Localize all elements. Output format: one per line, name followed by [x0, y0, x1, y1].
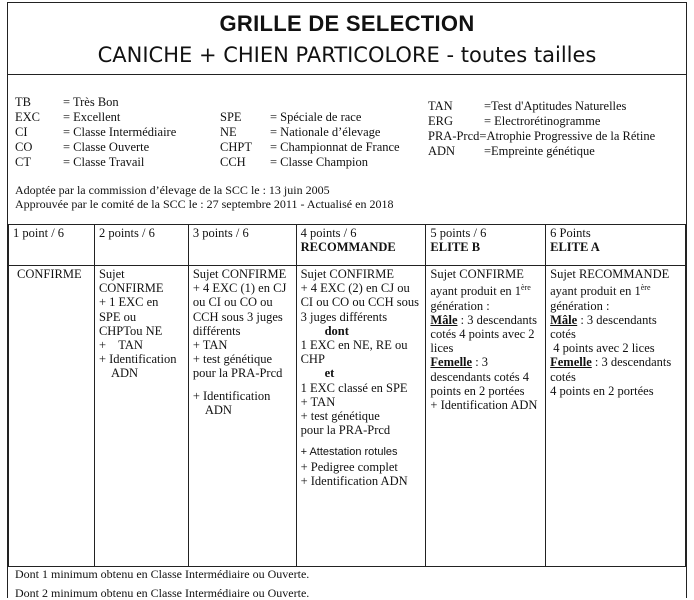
abbr-key: CT	[15, 155, 31, 169]
criteria-text: Mâle : 3 descendants	[550, 312, 657, 327]
criteria-text: lices	[430, 341, 454, 356]
criteria-cell-4	[296, 266, 426, 567]
criteria-text: + test génétique	[300, 409, 380, 424]
criteria-text: différents	[192, 323, 241, 338]
criteria-text: ou CI ou CO ou	[192, 295, 273, 310]
criteria-cell-1	[9, 266, 95, 567]
abbr-key: CCH	[220, 155, 246, 169]
criteria-text: + 4 EXC (1) en CJ	[192, 281, 287, 296]
selection-grid	[8, 224, 686, 567]
grid-header-row	[9, 225, 686, 266]
criteria-text: + 1 EXC en	[98, 295, 159, 310]
footnote-2: Dont 2 minimum obtenu en Classe Intermédiaire ou Ouverte.	[15, 586, 310, 600]
criteria-cell-5	[426, 266, 546, 567]
page-subtitle: CANICHE + CHIEN PARTICOLORE - toutes tailles	[97, 43, 597, 67]
points-label: 1 point / 6	[13, 226, 65, 240]
abbr-def: = Classe Champion	[270, 155, 369, 169]
page-title: GRILLE DE SELECTION	[219, 11, 475, 36]
criteria-text: + Identification	[192, 388, 271, 403]
points-label: 6 Points	[550, 226, 591, 240]
criteria-text: CONFIRME	[98, 281, 164, 296]
points-label: 3 points / 6	[192, 226, 249, 240]
criteria-text: cotés	[550, 326, 576, 341]
criteria-text: CONFIRME	[17, 267, 82, 281]
abbr-def: = Classe Ouverte	[63, 140, 150, 154]
abbr-def: = Spéciale de race	[270, 110, 362, 124]
criteria-text: et	[324, 366, 335, 381]
header-cell	[188, 225, 296, 266]
header-cell	[426, 225, 546, 266]
criteria-text: Femelle : 3	[430, 355, 489, 370]
abbr-key: TAN	[428, 99, 453, 113]
criteria-text: Sujet CONFIRME	[192, 267, 287, 281]
header-cell	[546, 225, 686, 266]
points-label: 5 points / 6	[430, 226, 487, 240]
criteria-text: CCH sous 3 juges	[192, 309, 283, 324]
criteria-text: CHPTou NE	[98, 323, 163, 338]
criteria-text: 1 EXC en NE, RE ou	[300, 338, 408, 353]
criteria-text: 4 points avec 2 lices	[550, 341, 655, 356]
criteria-text: + TAN	[98, 338, 143, 353]
criteria-text: Sujet CONFIRME	[300, 267, 395, 281]
criteria-text: ADN	[204, 402, 232, 417]
divider	[8, 74, 686, 75]
criteria-cell-6	[546, 266, 686, 567]
abbr-key: TB	[15, 95, 31, 109]
header-cell	[94, 225, 188, 266]
level-label: ELITE A	[550, 240, 600, 255]
criteria-text: 3 juges différents	[300, 309, 388, 324]
criteria-text: Sujet CONFIRME	[430, 267, 524, 281]
abbr-key: SPE	[220, 110, 242, 124]
criteria-text: cotés	[550, 369, 576, 384]
level-label: ELITE B	[430, 240, 481, 255]
abbr-key: EXC	[15, 110, 40, 124]
criteria-text: génération :	[430, 298, 490, 313]
abbr-key: ERG	[428, 114, 453, 128]
criteria-text: Sujet RECOMMANDE	[550, 267, 670, 281]
abbreviations-col1	[15, 95, 176, 170]
criteria-text: Sujet	[98, 267, 125, 281]
abbr-def: =Test d'Aptitudes Naturelles	[484, 99, 627, 113]
criteria-text: + Attestation rotules	[300, 446, 398, 459]
abbr-def: = Très Bon	[63, 95, 119, 109]
criteria-text: + TAN	[192, 338, 228, 353]
abbr-key: PRA-Prcd	[428, 129, 480, 143]
abbr-def: =Empreinte génétique	[484, 144, 595, 158]
points-label: 2 points / 6	[98, 226, 155, 240]
criteria-text: génération :	[550, 298, 610, 313]
criteria-text: + Pedigree complet	[300, 459, 398, 474]
criteria-text: SPE ou	[98, 309, 137, 324]
grid-criteria-row	[9, 266, 686, 567]
criteria-text: + test génétique	[192, 352, 273, 367]
footnote-1: Dont 1 minimum obtenu en Classe Intermédiaire ou Ouverte.	[15, 567, 310, 581]
criteria-text: + TAN	[300, 394, 336, 409]
adoption-line-1: Adoptée par la commission d’élevage de la SCC le : 13 juin 2005	[15, 183, 330, 197]
abbr-def: = Classe Travail	[63, 155, 145, 169]
abbr-key: ADN	[428, 144, 456, 158]
abbreviations-col3	[428, 99, 655, 159]
abbreviations-col2	[220, 110, 400, 170]
criteria-text: descendants cotés 4	[430, 369, 529, 384]
criteria-text: CHP	[300, 352, 325, 367]
criteria-cell-3	[188, 266, 296, 567]
level-label: RECOMMANDE	[300, 240, 396, 255]
document-page	[7, 2, 687, 598]
criteria-text: Mâle : 3 descendants	[430, 312, 537, 327]
criteria-text: ayant produit en 1ère	[430, 283, 531, 299]
adoption-line-2: Approuvée par le comité de la SCC le : 27 septembre 2011 - Actualisé en 2018	[15, 197, 394, 211]
criteria-text: dont	[324, 323, 349, 338]
criteria-text: 1 EXC classé en SPE	[300, 380, 408, 395]
criteria-cell-2	[94, 266, 188, 567]
abbr-def: = Classe Intermédiaire	[63, 125, 177, 139]
criteria-text: pour la PRA-Prcd	[300, 423, 391, 438]
abbr-key: CO	[15, 140, 33, 154]
abbr-def: =Atrophie Progressive de la Rétine	[479, 129, 656, 143]
abbr-def: = Excellent	[63, 110, 121, 124]
criteria-text: ayant produit en 1ère	[550, 283, 651, 299]
points-label: 4 points / 6	[300, 226, 357, 240]
criteria-text: + Identification ADN	[300, 473, 408, 488]
header-cell	[9, 225, 95, 266]
criteria-text: CI ou CO ou CCH sous	[300, 295, 420, 310]
criteria-text: points en 2 portées	[430, 383, 525, 398]
criteria-text: pour la PRA-Prcd	[192, 366, 283, 381]
criteria-text: + Identification	[98, 352, 177, 367]
criteria-text: ADN	[110, 366, 139, 381]
abbr-def: = Nationale d’élevage	[270, 125, 381, 139]
abbr-def: = Electrorétinogramme	[484, 114, 601, 128]
abbr-key: CHPT	[220, 140, 252, 154]
abbr-def: = Championnat de France	[270, 140, 400, 154]
abbr-key: NE	[220, 125, 237, 139]
criteria-text: Femelle : 3 descendants	[550, 355, 672, 370]
criteria-text: + Identification ADN	[430, 397, 538, 412]
criteria-text: cotés 4 points avec 2	[430, 326, 535, 341]
abbr-key: CI	[15, 125, 28, 139]
header-cell	[296, 225, 426, 266]
criteria-text: 4 points en 2 portées	[550, 383, 654, 398]
criteria-text: + 4 EXC (2) en CJ ou	[300, 281, 410, 296]
